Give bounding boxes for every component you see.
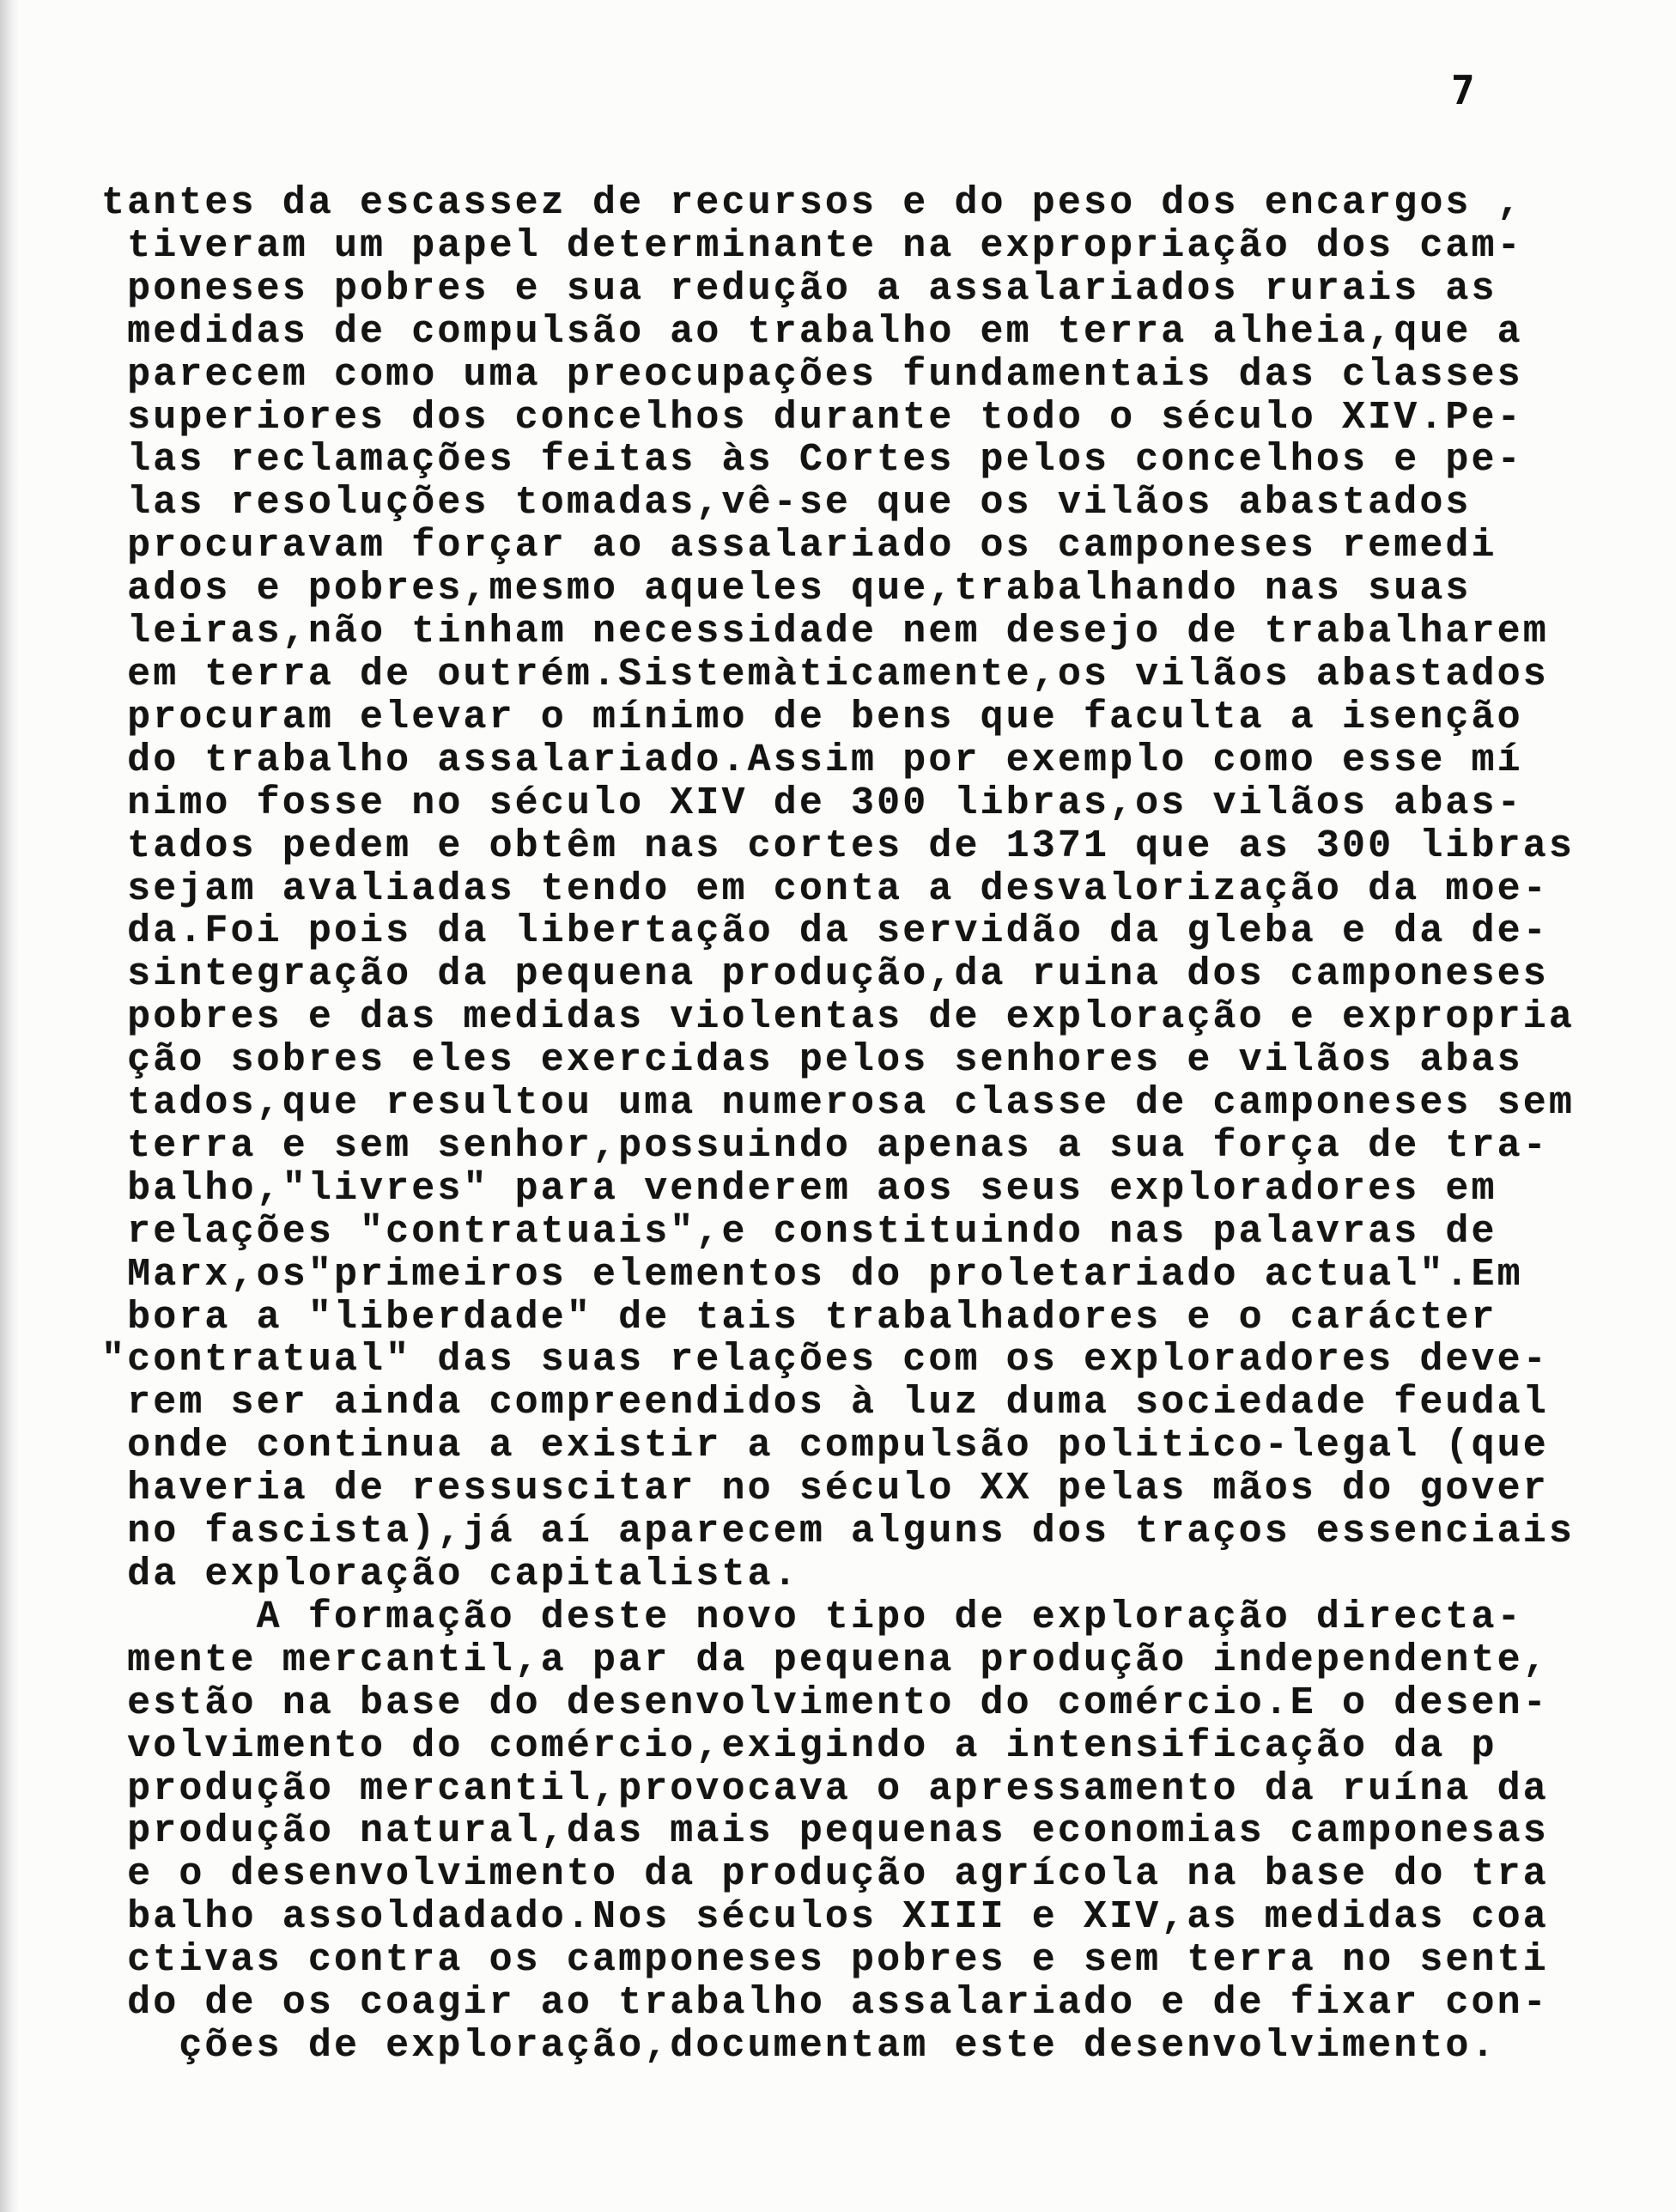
- text-line: "contratual" das suas relações com os exploradores deve-: [101, 1338, 1549, 1382]
- text-line: do de os coagir ao trabalho assalariado e de fixar con-: [101, 1981, 1549, 2026]
- text-line: produção natural,das mais pequenas economias camponesas: [101, 1809, 1549, 1854]
- text-line: tados,que resultou uma numerosa classe de camponeses sem: [101, 1081, 1575, 1126]
- text-line: parecem como uma preocupações fundamentais das classes: [101, 352, 1523, 397]
- text-line: las reclamações feitas às Cortes pelos concelhos e pe-: [101, 438, 1523, 483]
- text-line: mente mercantil,a par da pequena produção independente,: [101, 1638, 1549, 1682]
- text-line: leiras,não tinham necessidade nem desejo de trabalharem: [101, 610, 1549, 654]
- text-line: onde continua a existir a compulsão politico-legal (que: [101, 1424, 1549, 1468]
- text-line: sintegração da pequena produção,da ruina dos camponeses: [101, 952, 1549, 997]
- text-line: tiveram um papel determinante na expropriação dos cam-: [101, 223, 1523, 268]
- text-line: estão na base do desenvolvimento do comércio.E o desen-: [101, 1680, 1549, 1725]
- text-line: da exploração capitalista.: [101, 1553, 799, 1596]
- text-line: haveria de ressuscitar no século XX pelas mãos do gover: [101, 1467, 1549, 1511]
- text-line: A formação deste novo tipo de exploração directa-: [101, 1595, 1523, 1639]
- text-line: medidas de compulsão ao trabalho em terra alheia,que a: [101, 309, 1523, 354]
- text-line: terra e sem senhor,possuindo apenas a sua força de tra-: [101, 1123, 1549, 1168]
- text-line: relações "contratuais",e constituindo nas palavras de: [101, 1209, 1497, 1254]
- text-line: balho assoldadado.Nos séculos XIII e XIV,as medidas coa: [101, 1895, 1549, 1940]
- text-line: bora a "liberdade" de tais trabalhadores e o carácter: [101, 1295, 1497, 1340]
- text-line: da.Foi pois da libertação da servidão da gleba e da de-: [101, 909, 1549, 954]
- text-line: ção sobres eles exercidas pelos senhores e vilãos abas: [101, 1038, 1523, 1083]
- text-line: produção mercantil,provocava o apressamento da ruína da: [101, 1766, 1549, 1811]
- text-line: do trabalho assalariado.Assim por exemplo como esse mí: [101, 738, 1523, 782]
- text-line: sejam avaliadas tendo em conta a desvalorização da moe-: [101, 866, 1549, 911]
- page-number: 7: [1451, 67, 1475, 113]
- text-line: Marx,os"primeiros elementos do proletariado actual".Em: [101, 1252, 1523, 1297]
- text-line: pobres e das medidas violentas de exploração e expropria: [101, 995, 1575, 1040]
- text-line: ados e pobres,mesmo aqueles que,trabalhando nas suas: [101, 567, 1472, 611]
- text-line: e o desenvolvimento da produção agrícola na base do tra: [101, 1852, 1549, 1897]
- page-edge-shadow: [0, 0, 19, 2212]
- typewritten-body-text: [101, 181, 1575, 2068]
- text-line: tados pedem e obtêm nas cortes de 1371 que as 300 libras: [101, 823, 1575, 868]
- text-line: superiores dos concelhos durante todo o século XIV.Pe-: [101, 395, 1523, 440]
- text-line: rem ser ainda compreendidos à luz duma sociedade feudal: [101, 1381, 1549, 1425]
- text-line: nimo fosse no século XIV de 300 libras,os vilãos abas-: [101, 781, 1523, 825]
- text-line: no fascista),já aí aparecem alguns dos traços essenciais: [101, 1510, 1575, 1554]
- text-line: em terra de outrém.Sistemàticamente,os vilãos abastados: [101, 652, 1549, 696]
- text-line: procuram elevar o mínimo de bens que faculta a isenção: [101, 695, 1523, 739]
- text-line: tantes da escassez de recursos e do peso dos encargos ,: [101, 181, 1523, 225]
- text-line: procuravam forçar ao assalariado os camponeses remedi: [101, 524, 1497, 568]
- text-line: balho,"livres" para venderem aos seus exploradores em: [101, 1166, 1497, 1211]
- text-line: las resoluções tomadas,vê-se que os vilãos abastados: [101, 481, 1472, 526]
- text-line: ctivas contra os camponeses pobres e sem terra no senti: [101, 1938, 1549, 1983]
- text-line: volvimento do comércio,exigindo a intensificação da p: [101, 1723, 1497, 1768]
- text-line: ções de exploração,documentam este desenvolvimento.: [101, 2023, 1497, 2068]
- text-line: poneses pobres e sua redução a assalariados rurais as: [101, 266, 1497, 311]
